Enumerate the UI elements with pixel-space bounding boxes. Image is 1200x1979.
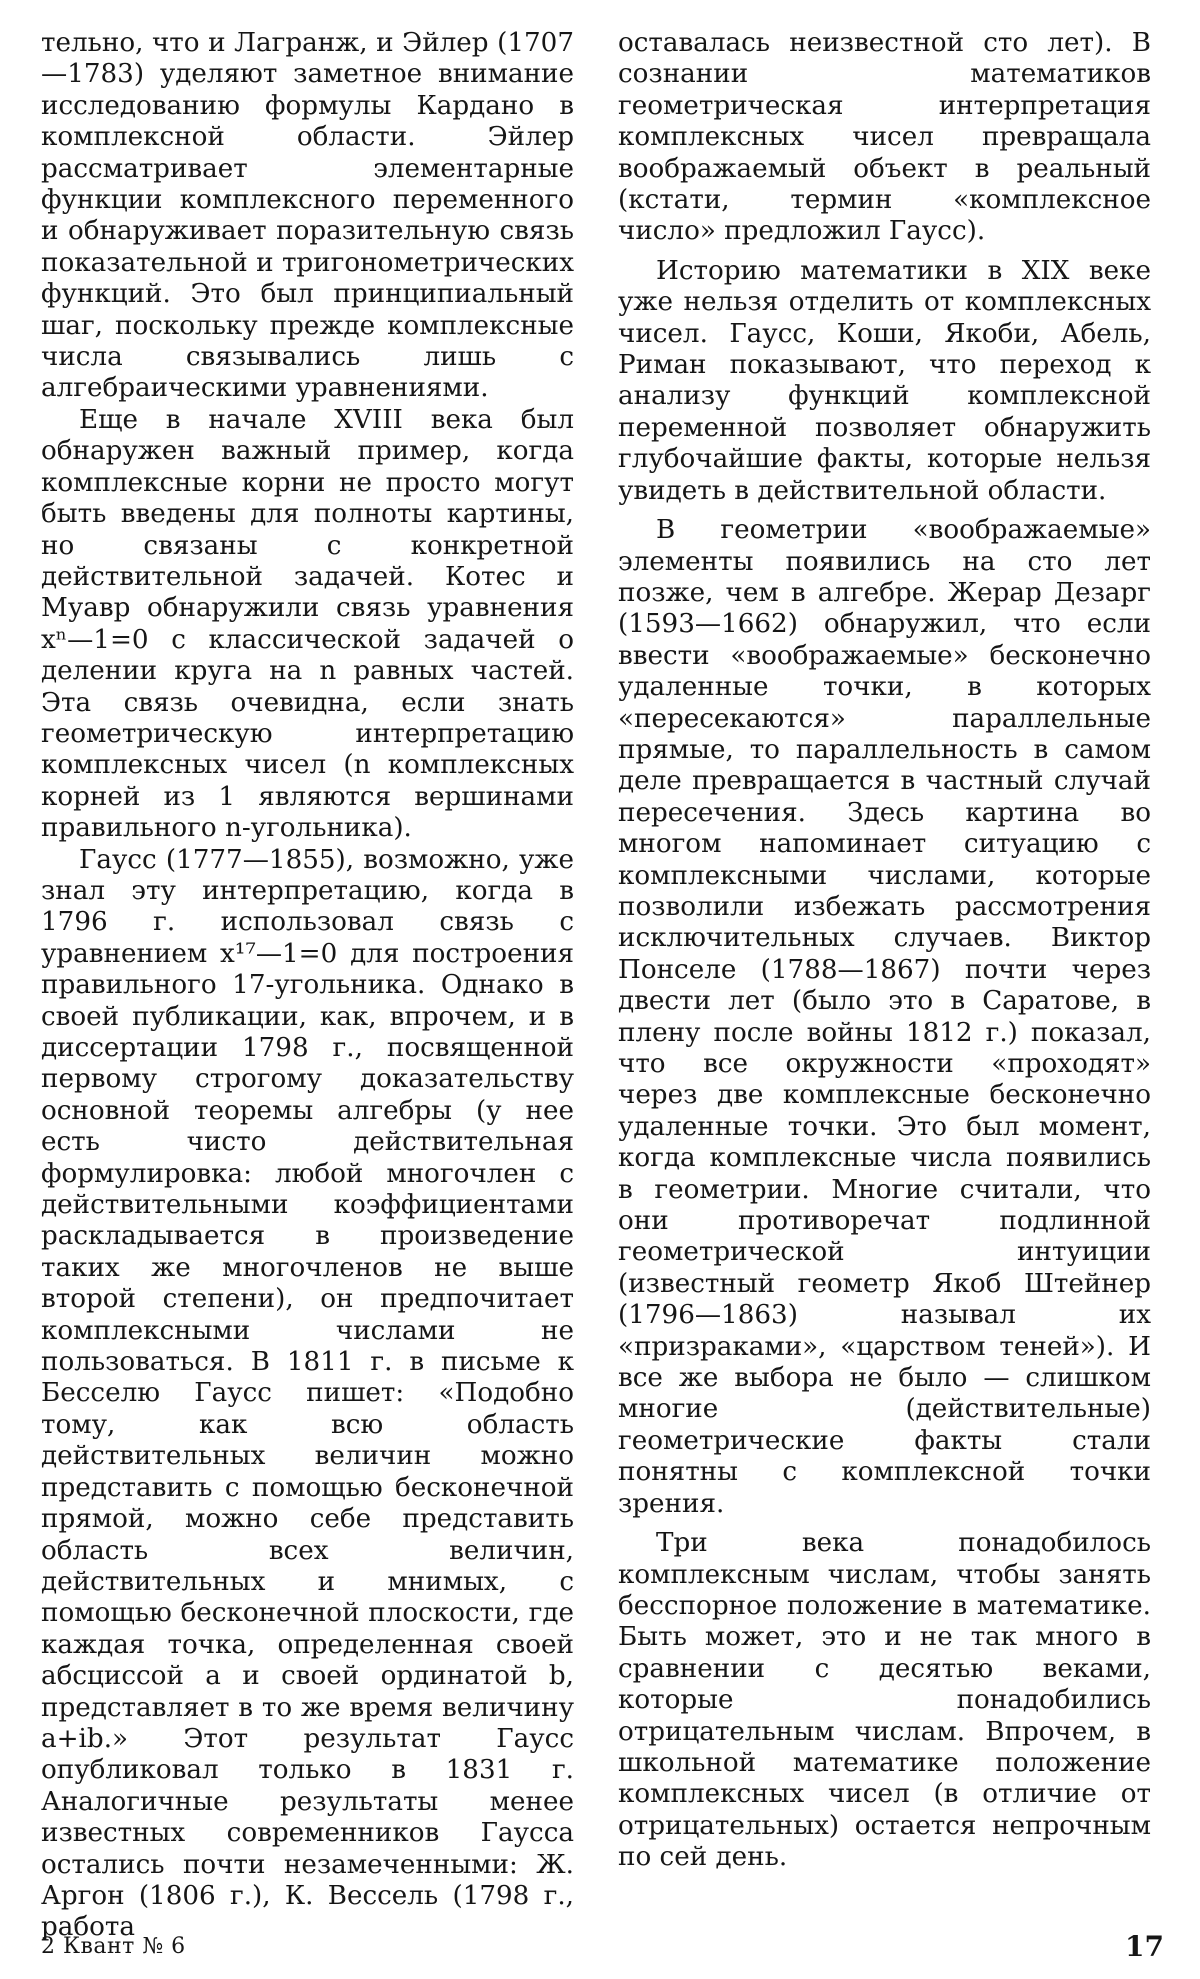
paragraph: В геометрии «воображаемые» элементы появились на сто лет позже, чем в алгебре. Жерар Дезарг (1593—1662) обнаружил, что если ввести «воображаемые» бесконечно удаленные точки, в которых «пересекаются» параллельные прямые, то параллельность в самом деле превращается в частный случай пересечения. Здесь картина во многом напоминает ситуацию с комплексными числами, которые позволили избежать рассмотрения исключительных случаев. Виктор Понселе (1788—1867) почти через двести лет (было это в Саратове, в плену после войны 1812 г.) показал, что все окружности «проходят» через две комплексные бесконечно удаленные точки. Это был момент, когда комплексные числа появились в геометрии. Многие считали, что они противоречат подлинной геометрической интуиции (известный геометр Якоб Штейнер (1796—1863) называл их «призраками», «царством теней»). И все же выбора не было — слишком многие (действительные) геометрические факты стали понятны с комплексной точки зрения. (618, 515, 1151, 1519)
paragraph-continuation: оставалась неизвестной сто лет). В сознании математиков геометрическая интерпретация комплексных чисел превращала воображаемый объект в реальный (кстати, термин «комплексное число» предложил Гаусс). (618, 28, 1151, 247)
page-number: 17 (1125, 1930, 1164, 1963)
paragraph: Еще в начале XVIII века был обнаружен важный пример, когда комплексные корни не просто могут быть введены для полноты картины, но связаны с конкретной действительной задачей. Котес и Муавр обнаружили связь уравнения xⁿ—1=0 с классической задачей о делении круга на n равных частей. Эта связь очевидна, если знать геометрическую интерпретацию комплексных чисел (n комплексных корней из 1 являются вершинами правильного n-угольника). (41, 404, 574, 844)
paragraph: Гаусс (1777—1855), возможно, уже знал эту интерпретацию, когда в 1796 г. использовал связь с уравнением x¹⁷—1=0 для построения правильного 17-угольника. Однако в своей публикации, как, впрочем, и в диссертации 1798 г., посвященной первому строгому доказательству основной теоремы алгебры (у нее есть чисто действительная формулировка: любой многочлен с действительными коэффициентами раскладывается в произведение таких же многочленов не выше второй степени), он предпочитает комплексными числами не пользоваться. В 1811 г. в письме к Бесселю Гаусс пишет: «Подобно тому, как всю область действительных величин можно представить с помощью бесконечной прямой, можно себе представить область всех величин, действительных и мнимых, с помощью бесконечной плоскости, где каждая точка, определенная своей абсциссой a и своей ординатой b, представляет в то же время величину a+ib.» Этот результат Гаусс опубликовал только в 1831 г. Аналогичные результаты менее известных современников Гаусса остались почти незамеченными: Ж. Аргон (1806 г.), К. Вессель (1798 г., работа (41, 844, 574, 1943)
paragraph: Три века понадобилось комплексным числам, чтобы занять бесспорное положение в математике. Быть может, это и не так много в сравнении с десятью веками, которые понадобились отрицательным числам. Впрочем, в школьной математике положение комплексных чисел (в отличие от отрицательных) остается непрочным по сей день. (618, 1528, 1151, 1873)
left-text-column (41, 28, 574, 1944)
right-text-column (618, 28, 1151, 1874)
footer-signature: 2 Квант № 6 (41, 1934, 186, 1959)
paragraph-continuation: тельно, что и Лагранж, и Эйлер (1707—1783) уделяют заметное внимание исследованию формулы Кардано в комплексной области. Эйлер рассматривает элементарные функции комплексного переменного и обнаруживает поразительную связь показательной и тригонометрических функций. Это был принципиальный шаг, поскольку прежде комплексные числа связывались лишь с алгебраическими уравнениями. (41, 28, 574, 404)
paragraph: Историю математики в XIX веке уже нельзя отделить от комплексных чисел. Гаусс, Коши, Якоби, Абель, Риман показывают, что переход к анализу функций комплексной переменной позволяет обнаружить глубочайшие факты, которые нельзя увидеть в действительной области. (618, 255, 1151, 506)
